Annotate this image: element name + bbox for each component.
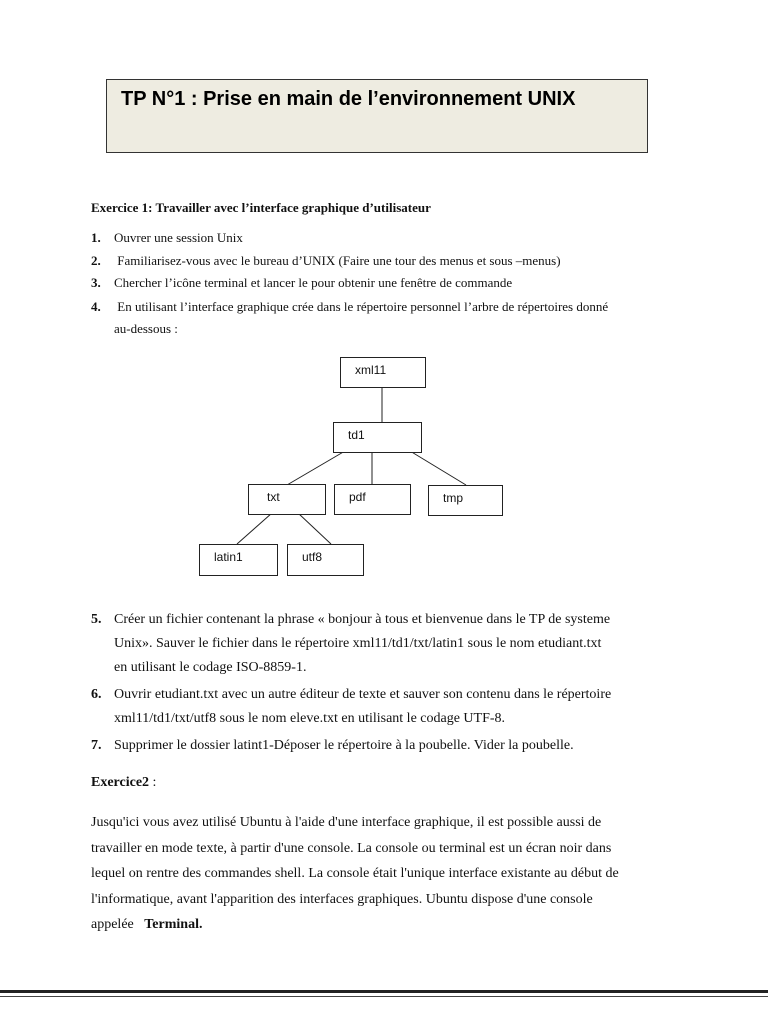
item-text-continued: Unix». Sauver le fichier dans le répertoire xml11/td1/txt/latin1 sous le nom etudiant.txt: [114, 636, 602, 651]
item-text-continued: en utilisant le codage ISO-8859-1.: [114, 660, 307, 675]
list-item: [91, 687, 612, 726]
exercise1-heading: Exercice 1: Travailler avec l’interface graphique d’utilisateur: [91, 200, 431, 215]
footer-rule-thin: [0, 996, 768, 997]
tree-node-xml11: [340, 357, 426, 388]
item-text: Ouvrer une session Unix: [114, 230, 243, 245]
item-number: 4.: [91, 299, 101, 314]
tree-node-label: xml11: [355, 363, 387, 377]
item-number: 2.: [91, 253, 101, 268]
paragraph-line: Jusqu'ici vous avez utilisé Ubuntu à l'aide d'une interface graphique, il est possible aussi de: [91, 815, 602, 830]
exercise2-paragraph: [91, 810, 691, 938]
item-number: 5.: [91, 612, 102, 627]
paragraph-line: [91, 912, 691, 938]
tree-node-label: latin1: [214, 550, 243, 564]
item-number: 1.: [91, 230, 101, 245]
paragraph-line-prefix: appelée: [91, 917, 145, 932]
footer-rule: [0, 990, 768, 993]
tree-node-label: tmp: [443, 491, 464, 505]
item-text-continued: xml11/td1/txt/utf8 sous le nom eleve.txt en utilisant le codage UTF-8.: [114, 711, 506, 726]
exercise2-heading-suffix: :: [149, 775, 157, 790]
tree-node-label: utf8: [302, 550, 323, 564]
list-item: [91, 612, 611, 675]
page-title: TP N°1 : Prise en main de l’environnement UNIX: [121, 88, 576, 110]
item-text: Chercher l’icône terminal et lancer le pour obtenir une fenêtre de commande: [114, 275, 513, 290]
item-number: 3.: [91, 275, 101, 290]
item-text: En utilisant l’interface graphique crée dans le répertoire personnel l’arbre de répertoires donné: [114, 299, 609, 314]
paragraph-line: travailler en mode texte, à partir d'une console. La console ou terminal est un écran noir dans: [91, 840, 612, 856]
item-text: Supprimer le dossier latint1-Déposer le répertoire à la poubelle. Vider la poubelle.: [114, 738, 574, 753]
tree-node-label: txt: [267, 490, 280, 504]
item-number: 6.: [91, 687, 102, 702]
tree-node-td1: [333, 422, 422, 453]
tree-node-label: pdf: [349, 490, 366, 504]
tree-node-utf8: [287, 544, 364, 576]
tree-node-latin1: [199, 544, 278, 576]
item-text: Créer un fichier contenant la phrase « bonjour à tous et bienvenue dans le TP de systeme: [114, 612, 611, 627]
item-text: Ouvrir etudiant.txt avec un autre éditeur de texte et sauver son contenu dans le répertoire: [114, 687, 612, 702]
tree-node-txt: [248, 484, 326, 515]
exercise2-title: Exercice2: [91, 775, 150, 790]
terminal-keyword: Terminal.: [144, 917, 203, 932]
item-text: Familiarisez-vous avec le bureau d’UNIX (Faire une tour des menus et sous –menus): [114, 253, 561, 268]
item-number: 7.: [91, 738, 102, 753]
paragraph-line: l'informatique, avant l'apparition des interfaces graphiques. Ubuntu dispose d'une console: [91, 891, 593, 907]
list-item: [91, 738, 574, 754]
tree-node-pdf: [334, 484, 411, 515]
exercise2-heading: [91, 775, 156, 791]
item-text-continued: au-dessous :: [114, 321, 178, 336]
paragraph-line: lequel on rentre des commandes shell. La console était l'unique interface existante au début de: [91, 866, 619, 881]
tree-node-tmp: [428, 485, 503, 516]
tree-node-label: td1: [348, 428, 365, 442]
